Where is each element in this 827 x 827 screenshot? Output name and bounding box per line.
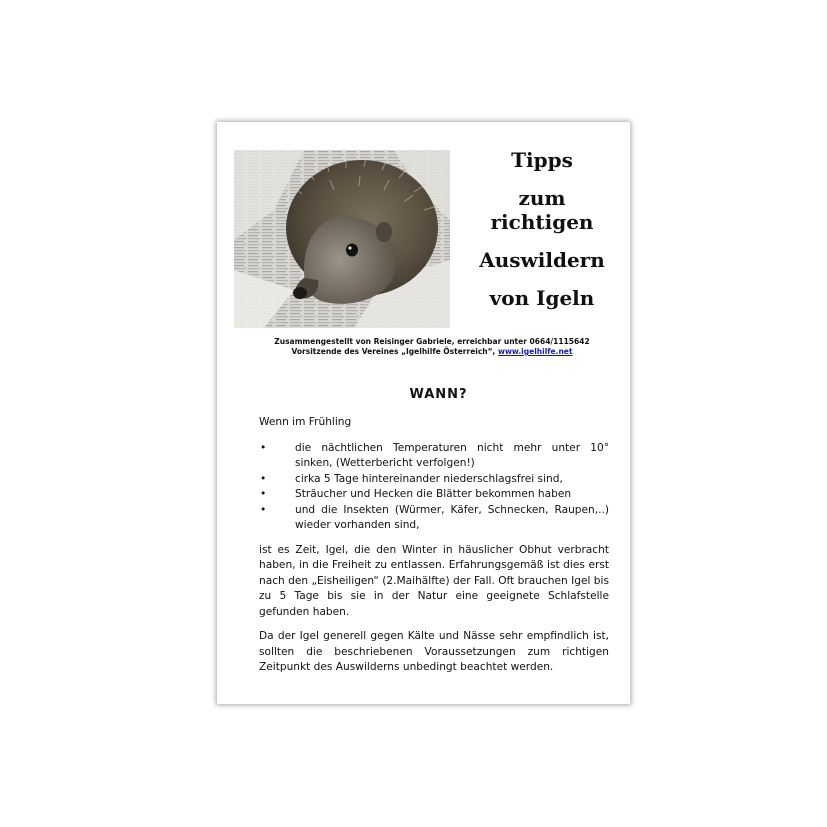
section-body <box>259 415 609 685</box>
bullet-icon: • <box>260 503 267 516</box>
document-page <box>217 122 630 704</box>
author-credit <box>247 337 617 357</box>
list-item-text: und die Insekten (Würmer, Käfer, Schnecken, Raupen,..) wieder vorhanden sind, <box>295 503 609 531</box>
credit-line-2 <box>247 347 617 357</box>
website-link[interactable]: www.igelhilfe.net <box>498 347 573 356</box>
list-item <box>259 503 609 534</box>
title-line-4: Auswildern <box>479 248 605 272</box>
hedgehog-photo <box>234 150 450 328</box>
list-item-text: cirka 5 Tage hintereinander niederschlagsfrei sind, <box>295 472 563 485</box>
title-line-2: zum <box>518 186 566 210</box>
section-heading: WANN? <box>409 387 468 402</box>
document-title <box>467 146 617 310</box>
list-item-text: die nächtlichen Temperaturen nicht mehr unter 10° sinken, (Wetterbericht verfolgen!) <box>295 441 609 469</box>
hedgehog-image <box>234 150 450 328</box>
intro-text: Wenn im Frühling <box>259 416 352 428</box>
bullet-icon: • <box>260 441 267 454</box>
list-item <box>259 487 609 503</box>
credit-line-1: Zusammengestellt von Reisinger Gabriele, erreichbar unter 0664/1115642 <box>274 337 590 346</box>
conditions-list <box>259 441 609 534</box>
list-item <box>259 472 609 488</box>
credit-line-2-text: Vorsitzende des Vereines „Igelhilfe Österreich“, <box>291 347 499 356</box>
paragraph-release-time: ist es Zeit, Igel, die den Winter in häuslicher Obhut verbracht haben, in die Freiheit zu entlassen. Erfahrungsgemäß ist dies erst nach den „Eisheiligen“ (2.Maihälfte) der Fall. Oft brauchen Igel bis zu 5 Tage bis sie in der Natur eine geeignete Schlafstelle gefunden haben. <box>259 543 609 618</box>
title-line-1: Tipps <box>511 148 573 172</box>
title-line-3: richtigen <box>490 210 594 234</box>
paragraph-sensitivity: Da der Igel generell gegen Kälte und Nässe sehr empfindlich ist, sollten die beschriebenen Voraussetzungen zum richtigen Zeitpunkt des Auswilderns unbedingt beachtet werden. <box>259 630 609 673</box>
list-item <box>259 441 609 472</box>
bullet-icon: • <box>260 488 267 500</box>
title-line-5: von Igeln <box>489 286 595 310</box>
list-item-text: Sträucher und Hecken die Blätter bekommen haben <box>295 488 572 500</box>
bullet-icon: • <box>260 472 267 485</box>
